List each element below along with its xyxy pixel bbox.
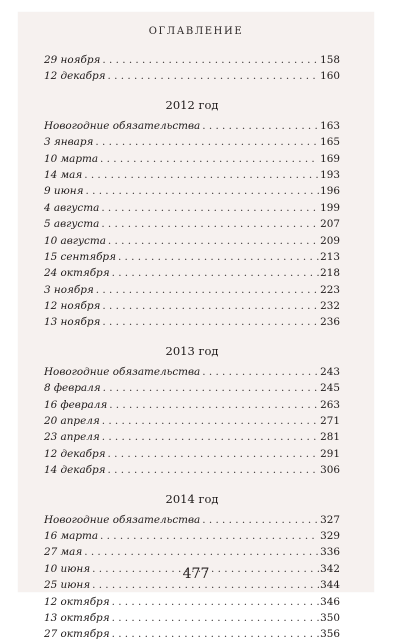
- toc-entry-page: 291: [320, 447, 340, 460]
- toc-entry: [44, 429, 340, 445]
- dot-leader: [118, 249, 319, 265]
- toc-entry: [44, 167, 340, 183]
- toc-entry-page: 232: [320, 300, 340, 313]
- dot-leader: [112, 265, 320, 281]
- toc-entry: [44, 151, 340, 167]
- toc-entry-title: 8 февраля: [44, 382, 101, 395]
- toc-entry: [44, 594, 340, 610]
- toc-entry-page: 196: [320, 185, 340, 198]
- toc-entry-page: 350: [320, 611, 340, 624]
- toc-entry-title: 12 декабря: [44, 447, 106, 460]
- section-spacer: [44, 479, 340, 492]
- toc-entry-page: 207: [320, 218, 340, 231]
- toc-entry-title: Новогодние обязательства: [44, 119, 201, 132]
- toc-entry-page: 223: [320, 283, 340, 296]
- toc-entry-title: 10 июня: [44, 562, 91, 575]
- section-spacer: [44, 85, 340, 98]
- toc-entry-page: 271: [320, 415, 340, 428]
- toc-entry: [44, 380, 340, 396]
- toc-entry-title: 14 декабря: [44, 464, 106, 477]
- dot-leader: [108, 68, 320, 84]
- dot-leader: [95, 134, 319, 150]
- year-heading: 2013 год: [165, 343, 219, 358]
- dot-leader: [102, 413, 319, 429]
- toc-entry: [44, 249, 340, 265]
- dot-leader: [84, 167, 319, 183]
- toc-entry-page: 344: [320, 579, 340, 592]
- toc-entry: [44, 544, 340, 560]
- dot-leader: [100, 151, 319, 167]
- toc-entry-title: 27 мая: [44, 546, 83, 559]
- toc-entry-page: 243: [320, 365, 340, 378]
- toc-entry-title: 24 октября: [44, 267, 110, 280]
- toc-entry-title: 10 марта: [44, 152, 99, 165]
- dot-leader: [101, 200, 319, 216]
- toc-entry: [44, 68, 340, 84]
- dot-leader: [102, 429, 319, 445]
- dot-leader: [103, 380, 320, 396]
- table-of-contents: [44, 52, 340, 643]
- dot-leader: [108, 462, 320, 478]
- toc-entry: [44, 446, 340, 462]
- toc-entry-page: 329: [320, 529, 340, 542]
- toc-entry-page: 346: [320, 595, 340, 608]
- toc-entry-page: 342: [320, 562, 340, 575]
- toc-entry-title: 13 октября: [44, 611, 110, 624]
- toc-entry-title: 16 февраля: [44, 398, 108, 411]
- toc-entry: [44, 52, 340, 68]
- toc-entry: [44, 610, 340, 626]
- dot-leader: [202, 118, 319, 134]
- toc-entry: [44, 282, 340, 298]
- dot-leader: [108, 233, 319, 249]
- toc-entry-page: 336: [320, 546, 340, 559]
- toc-entry-title: 20 апреля: [44, 415, 100, 428]
- dot-leader: [85, 183, 319, 199]
- dot-leader: [108, 446, 320, 462]
- toc-entry-title: 15 сентября: [44, 250, 116, 263]
- toc-entry-page: 356: [320, 628, 340, 641]
- toc-entry-title: 25 июня: [44, 579, 91, 592]
- toc-entry-title: 3 января: [44, 136, 94, 149]
- toc-entry: [44, 512, 340, 528]
- toc-entry: [44, 118, 340, 134]
- dot-leader: [109, 397, 319, 413]
- section-spacer: [44, 331, 340, 344]
- toc-entry-page: 245: [320, 382, 340, 395]
- toc-entry-title: 10 августа: [44, 234, 106, 247]
- toc-entry-title: 3 ноября: [44, 283, 94, 296]
- toc-entry-title: Новогодние обязательства: [44, 365, 201, 378]
- toc-entry-title: 16 марта: [44, 529, 99, 542]
- dot-leader: [102, 52, 319, 68]
- toc-entry: [44, 233, 340, 249]
- toc-entry: [44, 216, 340, 232]
- dot-leader: [84, 544, 319, 560]
- dot-leader: [112, 594, 320, 610]
- toc-entry-page: 327: [320, 513, 340, 526]
- toc-entry: [44, 134, 340, 150]
- toc-entry-page: 218: [320, 267, 340, 280]
- book-page: [18, 12, 374, 641]
- toc-entry-page: 158: [320, 54, 340, 66]
- toc-entry-page: 199: [320, 201, 340, 214]
- dot-leader: [102, 314, 319, 330]
- toc-entry: [44, 462, 340, 478]
- dot-leader: [102, 298, 319, 314]
- toc-entry-title: 4 августа: [44, 201, 100, 214]
- toc-entry-page: 306: [320, 464, 340, 477]
- toc-entry: [44, 298, 340, 314]
- toc-entry: [44, 397, 340, 413]
- toc-entry-title: 12 декабря: [44, 70, 106, 83]
- toc-entry: [44, 528, 340, 544]
- toc-entry-title: 29 ноября: [44, 54, 101, 66]
- toc-entry-title: 12 октября: [44, 595, 110, 608]
- toc-entry-page: 236: [320, 316, 340, 329]
- running-head: ОГЛАВЛЕНИЕ: [148, 26, 244, 37]
- dot-leader: [100, 528, 319, 544]
- year-heading: 2014 год: [165, 491, 219, 506]
- toc-entry-title: 5 августа: [44, 218, 100, 231]
- dot-leader: [101, 216, 319, 232]
- toc-entry-page: 263: [320, 398, 340, 411]
- dot-leader: [202, 512, 319, 528]
- dot-leader: [112, 610, 320, 626]
- toc-entry-title: 27 октября: [44, 628, 110, 641]
- year-heading: 2012 год: [165, 97, 219, 112]
- toc-entry-page: 160: [320, 70, 340, 83]
- toc-entry: [44, 626, 340, 642]
- toc-entry: [44, 265, 340, 281]
- toc-entry-title: 12 ноября: [44, 300, 101, 313]
- toc-entry-title: 14 мая: [44, 168, 83, 181]
- toc-entry-page: 281: [320, 431, 340, 444]
- toc-entry-page: 165: [320, 136, 340, 149]
- dot-leader: [112, 626, 320, 642]
- toc-entry-title: 13 ноября: [44, 316, 101, 329]
- page-number: 477: [182, 566, 210, 582]
- dot-leader: [96, 282, 319, 298]
- toc-entry-page: 209: [320, 234, 340, 247]
- toc-entry-page: 163: [320, 119, 340, 132]
- toc-entry: [44, 200, 340, 216]
- toc-entry: [44, 413, 340, 429]
- dot-leader: [202, 364, 319, 380]
- toc-entry-title: Новогодние обязательства: [44, 513, 201, 526]
- toc-entry: [44, 183, 340, 199]
- toc-entry-title: 23 апреля: [44, 431, 100, 444]
- toc-entry-title: 9 июня: [44, 185, 84, 198]
- toc-entry-page: 169: [320, 152, 340, 165]
- toc-entry-page: 193: [320, 168, 340, 181]
- toc-entry: [44, 314, 340, 330]
- toc-entry-page: 213: [320, 250, 340, 263]
- toc-entry: [44, 364, 340, 380]
